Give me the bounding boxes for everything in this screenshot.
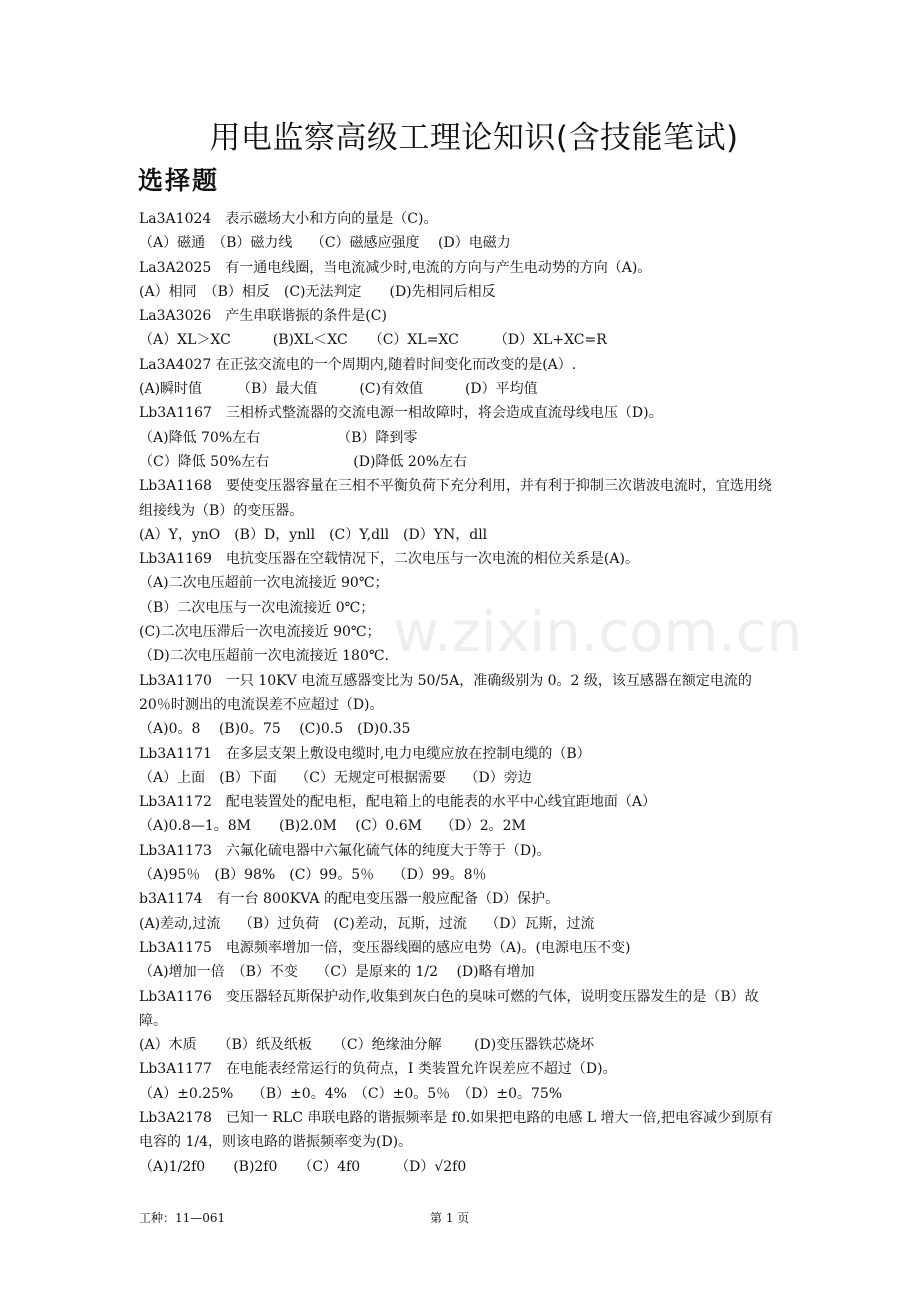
- question-item: [139, 936, 784, 985]
- question-text: Lb3A2178 已知一 RLC 串联电路的谐振频率是 f0.如果把电路的电感 L 增大一倍,把电容减少到原有电容的 1/4，则该电路的谐振频率变为(D)。: [139, 1109, 773, 1151]
- answer-options: （A)1/2f0 (B)2f0 （C）4f0 （D）√2f0: [139, 1158, 467, 1175]
- answer-options: （A)0.8—1。8M (B)2.0M (C）0.6M （D）2。2M: [139, 818, 526, 835]
- answer-options: (A）相同 （B）相反 (C)无法判定 (D)先相同后相反: [139, 283, 496, 300]
- answer-options: （A)0。8 (B)0。75 (C)0.5 (D)0.35: [139, 721, 411, 738]
- answer-options: (A）木质 （B）纸及纸板 （C）绝缘油分解 (D)变压器铁芯烧坏: [139, 1037, 595, 1054]
- question-item: [139, 887, 784, 936]
- question-item: [139, 1057, 784, 1106]
- question-item: [139, 1106, 784, 1179]
- question-text: Lb3A1167 三相桥式整流器的交流电源一相故障时，将会造成直流母线电压（D)。: [139, 405, 663, 422]
- section-heading: 选择题: [138, 166, 220, 195]
- question-text: Lb3A1169 电抗变压器在空载情况下，二次电压与一次电流的相位关系是(A)。: [139, 551, 639, 568]
- answer-options: （A)降低 70%左右 （B）降到零: [139, 429, 418, 446]
- footer-job-code: 工种：11—061: [139, 1211, 226, 1225]
- answer-options: (C)二次电压滞后一次电流接近 90℃；: [139, 624, 381, 641]
- question-item: [139, 839, 784, 888]
- question-item: [139, 985, 784, 1058]
- answer-options: (A)瞬时值 （B）最大值 (C)有效值 (D）平均值: [139, 381, 538, 398]
- question-item: [139, 790, 784, 839]
- answer-options: （B）二次电压与一次电流接近 0℃；: [139, 599, 375, 616]
- question-text: Lb3A1175 电源频率增加一倍，变压器线圈的感应电势（A)。(电源电压不变): [139, 939, 631, 956]
- answer-options: （A）XL＞XC (B)XL＜XC （C）XL=XC （D）XL+XC=R: [139, 332, 607, 349]
- document-title: 用电监察高级工理论知识(含技能笔试): [209, 120, 739, 156]
- answer-options: （A)95％ (B）98% (C）99。5％ （D）99。8％: [139, 867, 487, 884]
- answer-options: （A)二次电压超前一次电流接近 90℃；: [139, 575, 389, 592]
- question-list: [139, 207, 784, 1179]
- question-item: [139, 304, 784, 353]
- question-text: b3A1174 有一台 800KVA 的配电变压器一般应配备（D）保护。: [139, 891, 560, 908]
- question-item: [139, 401, 784, 474]
- question-item: [139, 669, 784, 742]
- question-item: [139, 547, 784, 668]
- question-text: La3A3026 产生串联谐振的条件是(C): [139, 308, 387, 325]
- question-text: Lb3A1171 在多层支架上敷设电缆时,电力电缆应放在控制电缆的（B）: [139, 745, 591, 762]
- question-text: Lb3A1168 要使变压器容量在三相不平衡负荷下充分利用，并有利于抑制三次谐波电流时，宜选用绕组接线为（B）的变压器。: [139, 478, 772, 519]
- question-item: [139, 474, 784, 547]
- question-text: Lb3A1170 一只 10KV 电流互感器变比为 50/5A，准确级别为 0。2 级，该互感器在额定电流的 20％时测出的电流误差不应超过（D)。: [139, 672, 752, 713]
- footer-page-number: 第 1 页: [430, 1211, 470, 1225]
- answer-options: (A)差动,过流 （B）过负荷 (C)差动，瓦斯，过流 （D）瓦斯，过流: [139, 915, 595, 932]
- watermark: w.zixin.com.cn: [393, 600, 803, 665]
- question-text: La3A2025 有一通电线圈，当电流减少时,电流的方向与产生电动势的方向（A)。: [139, 259, 652, 276]
- question-text: Lb3A1176 变压器轻瓦斯保护动作,收集到灰白色的臭味可燃的气体，说明变压器发生的是（B）故障。: [139, 988, 759, 1029]
- question-text: Lb3A1177 在电能表经常运行的负荷点，I 类装置允许误差应不超过（D)。: [139, 1061, 617, 1078]
- question-item: [139, 353, 784, 402]
- question-item: [139, 207, 784, 256]
- answer-options: （D)二次电压超前一次电流接近 180℃.: [139, 648, 389, 665]
- question-text: La3A4027 在正弦交流电的一个周期内,随着时间变化而改变的是(A）.: [139, 356, 577, 373]
- question-text: Lb3A1173 六氟化硫电器中六氟化硫气体的纯度大于等于（D)。: [139, 842, 551, 859]
- question-text: Lb3A1172 配电装置处的配电柜，配电箱上的电能表的水平中心线宜距地面（A）: [139, 794, 657, 811]
- answer-options: （C）降低 50%左右 (D)降低 20%左右: [139, 453, 467, 470]
- answer-options: (A）Y，ynO (B）D，ynll (C）Y,dll (D）YN，dll: [139, 526, 488, 543]
- answer-options: （A）±0.25% （B）±0。4% （C）±0。5％ （D）±0。75%: [139, 1085, 563, 1102]
- question-item: [139, 256, 784, 305]
- question-item: [139, 742, 784, 791]
- question-text: La3A1024 表示磁场大小和方向的量是（C)。: [139, 211, 438, 227]
- answer-options: （A)增加一倍 （B）不变 （C）是原来的 1/2 (D)略有增加: [139, 964, 535, 981]
- answer-options: （A）上面 (B）下面 （C）无规定可根据需要 （D）旁边: [139, 769, 532, 786]
- answer-options: （A）磁通 （B）磁力线 （C）磁感应强度 (D）电磁力: [139, 235, 511, 252]
